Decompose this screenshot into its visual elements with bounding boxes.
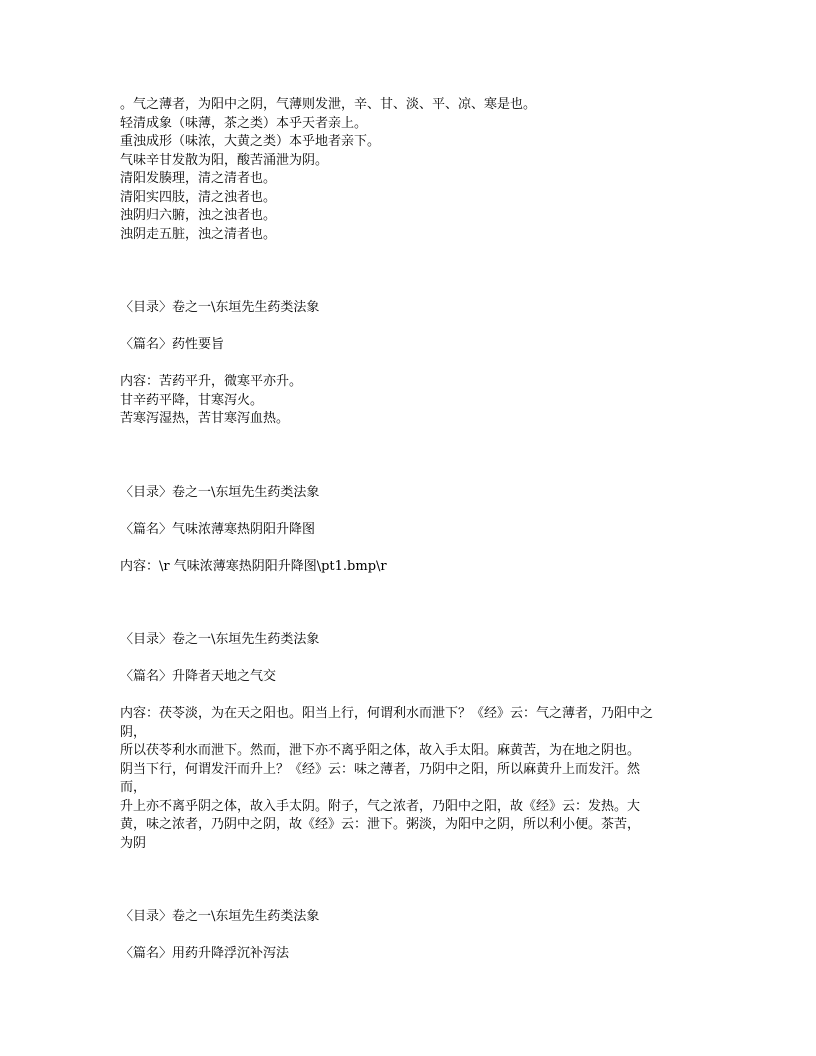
section-title: 〈篇名〉气味浓薄寒热阴阳升降图: [120, 521, 316, 537]
section-qiwei-tu: [120, 484, 700, 577]
catalog-heading: 〈目录〉卷之一\东垣先生药类法象: [120, 484, 320, 500]
content-line: 为阴: [120, 835, 147, 851]
content-line: 内容：苦药平升，微寒平亦升。: [120, 374, 303, 389]
content-line: 而，: [120, 780, 147, 795]
catalog-heading: 〈目录〉卷之一\东垣先生药类法象: [120, 300, 320, 315]
section-title: 〈篇名〉用药升降浮沉补泻法: [120, 946, 290, 961]
section-yongyao: [120, 908, 700, 964]
intro-line: 气味辛甘发散为阳，酸苦涌泄为阴。: [120, 152, 329, 168]
content-line: 内容：\r 气味浓薄寒热阴阳升降图\pt1.bmp\r: [120, 558, 387, 574]
catalog-heading: 〈目录〉卷之一\东垣先生药类法象: [120, 632, 320, 647]
section-shengjiang: [120, 631, 700, 853]
content-line: 黄，味之浓者，乃阴中之阴，故《经》云：泄下。粥淡，为阳中之阴，所以利小便。茶苦，: [120, 817, 641, 832]
intro-line: 。气之薄者，为阳中之阴，气薄则发泄，辛、甘、淡、平、凉、寒是也。: [120, 97, 537, 112]
content-line: 所以茯苓利水而泄下。然而，泄下亦不离乎阳之体，故入手太阳。麻黄苦，为在地之阴也。: [120, 743, 641, 758]
catalog-heading: 〈目录〉卷之一\东垣先生药类法象: [120, 909, 320, 924]
content-line: 甘辛药平降，甘寒泻火。: [120, 392, 264, 408]
section-title: 〈篇名〉药性要旨: [120, 337, 225, 352]
content-line: 阴当下行，何谓发汗而升上？《经》云：味之薄者，乃阴中之阳，所以麻黄升上而发汗。然: [120, 761, 641, 777]
content-line: 阴，: [120, 724, 147, 740]
intro-line: 浊阴走五脏，浊之清者也。: [120, 226, 277, 242]
intro-line: 清阳发腠理，清之清者也。: [120, 171, 277, 186]
section-title: 〈篇名〉升降者天地之气交: [120, 669, 277, 684]
intro-paragraph: [120, 96, 700, 244]
intro-line: 轻清成象（味薄，茶之类）本乎天者亲上。: [120, 115, 368, 131]
intro-line: 清阳实四肢，清之浊者也。: [120, 189, 277, 205]
document-page: [120, 96, 700, 964]
intro-line: 浊阴归六腑，浊之浊者也。: [120, 208, 277, 223]
section-yaoxing: [120, 299, 700, 429]
intro-line: 重浊成形（味浓，大黄之类）本乎地者亲下。: [120, 134, 381, 149]
content-line: 升上亦不离乎阴之体，故入手太阴。附子，气之浓者，乃阳中之阳，故《经》云：发热。大: [120, 798, 641, 814]
content-line: 内容：茯苓淡，为在天之阳也。阳当上行，何谓利水而泄下？《经》云：气之薄者，乃阳中之: [120, 706, 654, 721]
content-line: 苦寒泻湿热，苦甘寒泻血热。: [120, 411, 290, 426]
